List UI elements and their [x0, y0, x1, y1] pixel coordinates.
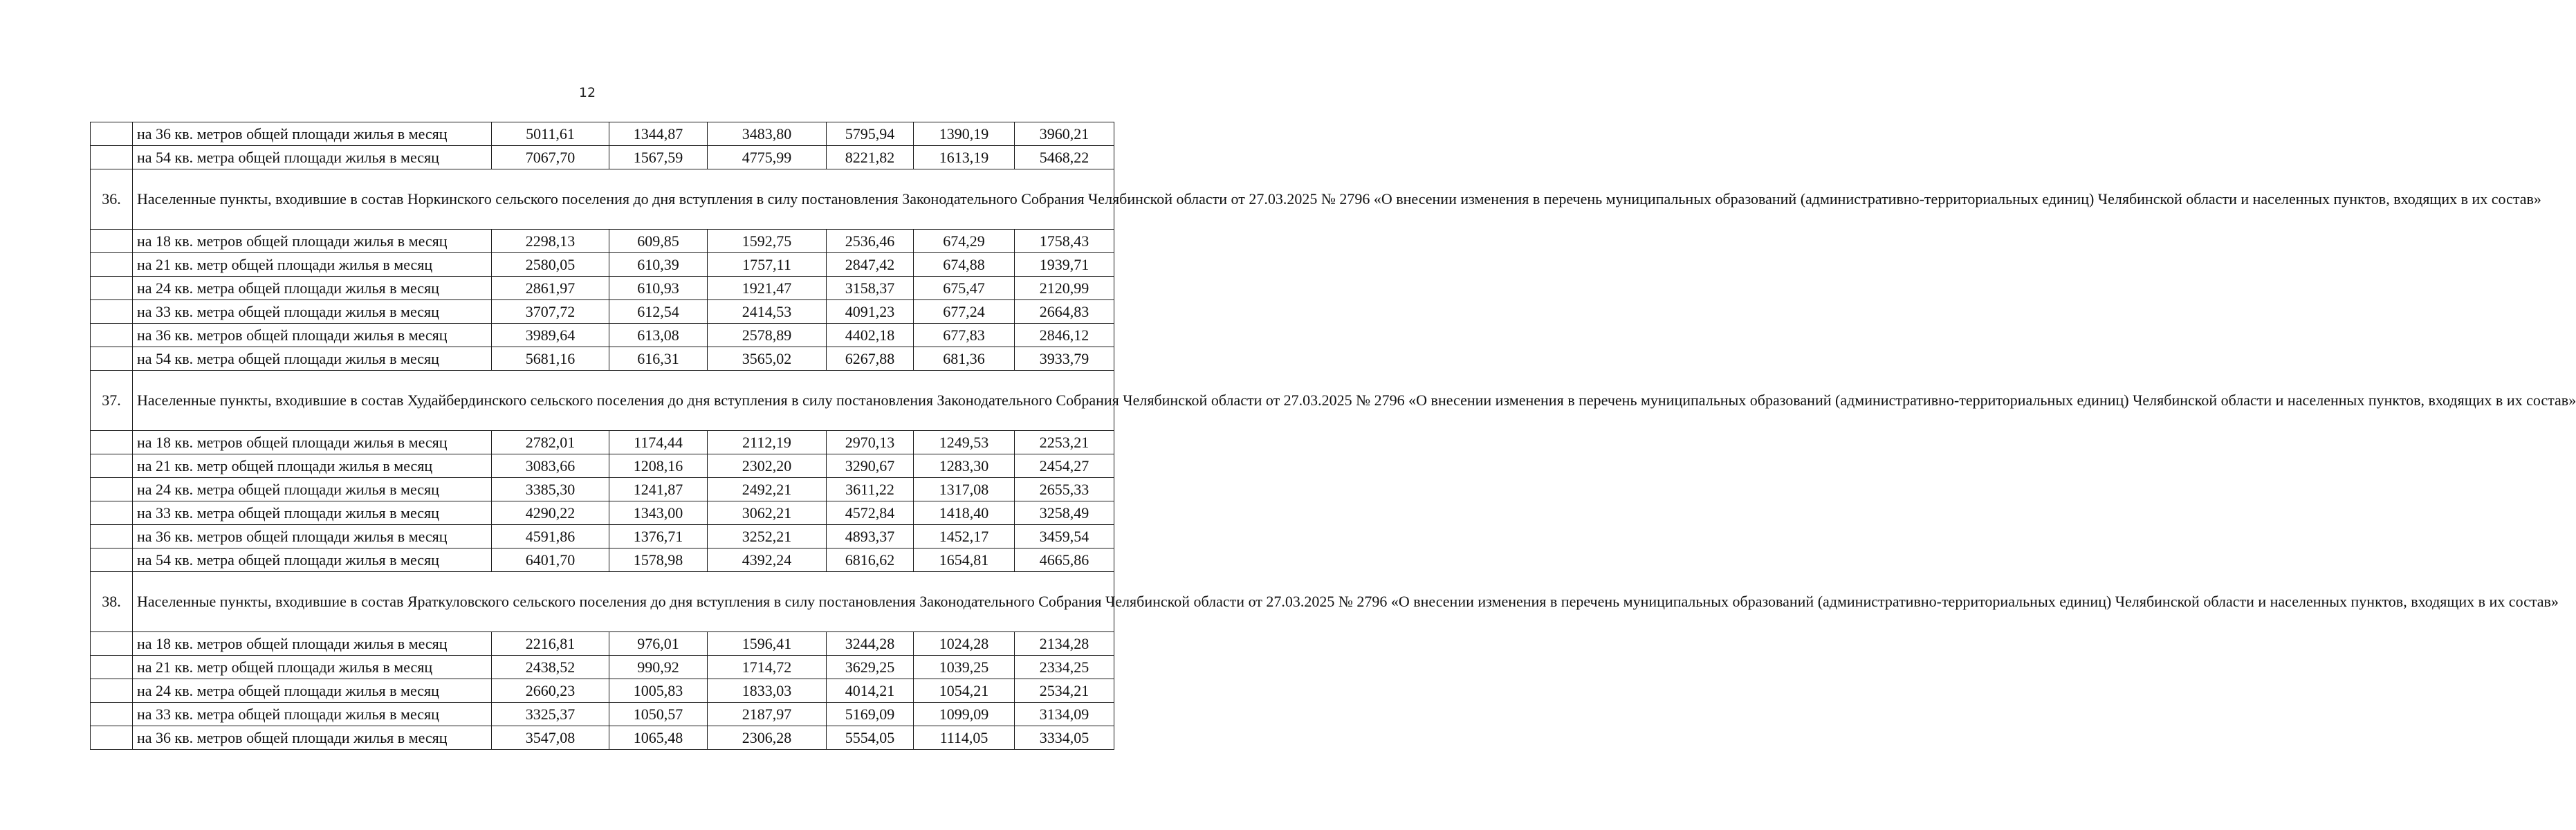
table-row — [91, 679, 1114, 703]
value-cell: 1758,43 — [1015, 230, 1114, 253]
value-cell: 1249,53 — [914, 431, 1015, 454]
row-label: на 33 кв. метра общей площади жилья в месяц — [133, 300, 492, 324]
section-row — [91, 572, 1114, 632]
row-label: на 54 кв. метра общей площади жилья в месяц — [133, 146, 492, 169]
value-cell: 4893,37 — [827, 525, 914, 548]
value-cell: 8221,82 — [827, 146, 914, 169]
empty-index-cell — [91, 679, 133, 703]
value-cell: 1005,83 — [609, 679, 708, 703]
value-cell: 610,39 — [609, 253, 708, 277]
table-row — [91, 454, 1114, 478]
value-cell: 2846,12 — [1015, 324, 1114, 347]
value-cell: 1344,87 — [609, 122, 708, 146]
value-cell: 3134,09 — [1015, 703, 1114, 726]
value-cell: 2302,20 — [708, 454, 827, 478]
value-cell: 3325,37 — [492, 703, 609, 726]
value-cell: 2306,28 — [708, 726, 827, 750]
empty-index-cell — [91, 703, 133, 726]
value-cell: 2970,13 — [827, 431, 914, 454]
row-label: на 21 кв. метр общей площади жилья в месяц — [133, 454, 492, 478]
value-cell: 674,88 — [914, 253, 1015, 277]
value-cell: 4665,86 — [1015, 548, 1114, 572]
row-label: на 24 кв. метра общей площади жилья в месяц — [133, 679, 492, 703]
value-cell: 5468,22 — [1015, 146, 1114, 169]
row-label: на 33 кв. метра общей площади жилья в месяц — [133, 501, 492, 525]
value-cell: 612,54 — [609, 300, 708, 324]
value-cell: 3385,30 — [492, 478, 609, 501]
value-cell: 3629,25 — [827, 656, 914, 679]
empty-index-cell — [91, 431, 133, 454]
table-row — [91, 253, 1114, 277]
value-cell: 3933,79 — [1015, 347, 1114, 371]
value-cell: 4402,18 — [827, 324, 914, 347]
value-cell: 2454,27 — [1015, 454, 1114, 478]
value-cell: 2298,13 — [492, 230, 609, 253]
value-cell: 2414,53 — [708, 300, 827, 324]
value-cell: 1343,00 — [609, 501, 708, 525]
value-cell: 1174,44 — [609, 431, 708, 454]
value-cell: 3707,72 — [492, 300, 609, 324]
row-label: на 18 кв. метров общей площади жилья в месяц — [133, 632, 492, 656]
table-row — [91, 431, 1114, 454]
empty-index-cell — [91, 478, 133, 501]
value-cell: 2664,83 — [1015, 300, 1114, 324]
value-cell: 2861,97 — [492, 277, 609, 300]
row-label: на 36 кв. метров общей площади жилья в месяц — [133, 525, 492, 548]
value-cell: 1714,72 — [708, 656, 827, 679]
value-cell: 2216,81 — [492, 632, 609, 656]
value-cell: 5554,05 — [827, 726, 914, 750]
value-cell: 1654,81 — [914, 548, 1015, 572]
value-cell: 1054,21 — [914, 679, 1015, 703]
value-cell: 2580,05 — [492, 253, 609, 277]
empty-index-cell — [91, 230, 133, 253]
empty-index-cell — [91, 347, 133, 371]
row-label: на 18 кв. метров общей площади жилья в месяц — [133, 431, 492, 454]
value-cell: 3244,28 — [827, 632, 914, 656]
row-label: на 36 кв. метров общей площади жилья в месяц — [133, 726, 492, 750]
row-label: на 21 кв. метр общей площади жилья в месяц — [133, 656, 492, 679]
value-cell: 1317,08 — [914, 478, 1015, 501]
table-row — [91, 726, 1114, 750]
value-cell: 4392,24 — [708, 548, 827, 572]
value-cell: 1592,75 — [708, 230, 827, 253]
table-row — [91, 656, 1114, 679]
section-index: 38. — [91, 572, 133, 632]
value-cell: 1939,71 — [1015, 253, 1114, 277]
row-label: на 36 кв. метров общей площади жилья в месяц — [133, 324, 492, 347]
value-cell: 1241,87 — [609, 478, 708, 501]
empty-index-cell — [91, 277, 133, 300]
value-cell: 1418,40 — [914, 501, 1015, 525]
value-cell: 2782,01 — [492, 431, 609, 454]
value-cell: 6816,62 — [827, 548, 914, 572]
value-cell: 1376,71 — [609, 525, 708, 548]
value-cell: 4775,99 — [708, 146, 827, 169]
row-label: на 33 кв. метра общей площади жилья в месяц — [133, 703, 492, 726]
value-cell: 2847,42 — [827, 253, 914, 277]
value-cell: 3290,67 — [827, 454, 914, 478]
value-cell: 2187,97 — [708, 703, 827, 726]
value-cell: 3459,54 — [1015, 525, 1114, 548]
row-label: на 54 кв. метра общей площади жилья в месяц — [133, 548, 492, 572]
value-cell: 3158,37 — [827, 277, 914, 300]
value-cell: 1099,09 — [914, 703, 1015, 726]
value-cell: 1452,17 — [914, 525, 1015, 548]
value-cell: 616,31 — [609, 347, 708, 371]
value-cell: 6267,88 — [827, 347, 914, 371]
value-cell: 1567,59 — [609, 146, 708, 169]
value-cell: 2134,28 — [1015, 632, 1114, 656]
value-cell: 1283,30 — [914, 454, 1015, 478]
value-cell: 2578,89 — [708, 324, 827, 347]
value-cell: 1065,48 — [609, 726, 708, 750]
section-row — [91, 169, 1114, 230]
row-label: на 21 кв. метр общей площади жилья в месяц — [133, 253, 492, 277]
empty-index-cell — [91, 501, 133, 525]
value-cell: 3083,66 — [492, 454, 609, 478]
row-label: на 24 кв. метра общей площади жилья в месяц — [133, 478, 492, 501]
section-title: Населенные пункты, входившие в состав Яраткуловского сельского поселения до дня вступления в силу постановления Законодательного Собрания Челябинской области от 27.03.2025 № 2796 «О внесении изменения в перечень муниципальных образований (административно-территориальных единиц) Челябинской области и населенных пунктов, входящих в их состав» — [133, 572, 1114, 632]
empty-index-cell — [91, 656, 133, 679]
section-index: 37. — [91, 371, 133, 431]
value-cell: 5795,94 — [827, 122, 914, 146]
value-cell: 675,47 — [914, 277, 1015, 300]
value-cell: 4091,23 — [827, 300, 914, 324]
value-cell: 610,93 — [609, 277, 708, 300]
empty-index-cell — [91, 324, 133, 347]
value-cell: 1757,11 — [708, 253, 827, 277]
value-cell: 2253,21 — [1015, 431, 1114, 454]
value-cell: 1208,16 — [609, 454, 708, 478]
table-row — [91, 548, 1114, 572]
empty-index-cell — [91, 454, 133, 478]
table-row — [91, 122, 1114, 146]
value-cell: 3960,21 — [1015, 122, 1114, 146]
page-number: 12 — [578, 85, 596, 100]
value-cell: 613,08 — [609, 324, 708, 347]
value-cell: 609,85 — [609, 230, 708, 253]
empty-index-cell — [91, 253, 133, 277]
value-cell: 4572,84 — [827, 501, 914, 525]
empty-index-cell — [91, 632, 133, 656]
value-cell: 976,01 — [609, 632, 708, 656]
empty-index-cell — [91, 146, 133, 169]
value-cell: 1039,25 — [914, 656, 1015, 679]
value-cell: 4591,86 — [492, 525, 609, 548]
value-cell: 2112,19 — [708, 431, 827, 454]
value-cell: 6401,70 — [492, 548, 609, 572]
value-cell: 674,29 — [914, 230, 1015, 253]
section-title: Населенные пункты, входившие в состав Норкинского сельского поселения до дня вступления в силу постановления Законодательного Собрания Челябинской области от 27.03.2025 № 2796 «О внесении изменения в перечень муниципальных образований (административно-территориальных единиц) Челябинской области и населенных пунктов, входящих в их состав» — [133, 169, 1114, 230]
section-title: Населенные пункты, входившие в состав Худайбердинского сельского поселения до дня вступления в силу постановления Законодательного Собрания Челябинской области от 27.03.2025 № 2796 «О внесении изменения в перечень муниципальных образований (административно-территориальных единиц) Челябинской области и населенных пунктов, входящих в их состав» — [133, 371, 1114, 431]
table-row — [91, 146, 1114, 169]
table-row — [91, 300, 1114, 324]
value-cell: 2492,21 — [708, 478, 827, 501]
value-cell: 3258,49 — [1015, 501, 1114, 525]
value-cell: 5681,16 — [492, 347, 609, 371]
value-cell: 2120,99 — [1015, 277, 1114, 300]
table-row — [91, 347, 1114, 371]
value-cell: 2655,33 — [1015, 478, 1114, 501]
section-row — [91, 371, 1114, 431]
value-cell: 1390,19 — [914, 122, 1015, 146]
value-cell: 3611,22 — [827, 478, 914, 501]
table-row — [91, 478, 1114, 501]
value-cell: 1578,98 — [609, 548, 708, 572]
value-cell: 3565,02 — [708, 347, 827, 371]
table-row — [91, 525, 1114, 548]
value-cell: 3062,21 — [708, 501, 827, 525]
value-cell: 677,83 — [914, 324, 1015, 347]
empty-index-cell — [91, 122, 133, 146]
row-label: на 36 кв. метров общей площади жилья в месяц — [133, 122, 492, 146]
value-cell: 1833,03 — [708, 679, 827, 703]
table-row — [91, 277, 1114, 300]
value-cell: 681,36 — [914, 347, 1015, 371]
table-row — [91, 324, 1114, 347]
value-cell: 5011,61 — [492, 122, 609, 146]
row-label: на 18 кв. метров общей площади жилья в месяц — [133, 230, 492, 253]
value-cell: 2660,23 — [492, 679, 609, 703]
value-cell: 5169,09 — [827, 703, 914, 726]
value-cell: 1050,57 — [609, 703, 708, 726]
value-cell: 2438,52 — [492, 656, 609, 679]
value-cell: 1921,47 — [708, 277, 827, 300]
value-cell: 3547,08 — [492, 726, 609, 750]
value-cell: 3334,05 — [1015, 726, 1114, 750]
value-cell: 1613,19 — [914, 146, 1015, 169]
value-cell: 7067,70 — [492, 146, 609, 169]
table-row — [91, 230, 1114, 253]
row-label: на 24 кв. метра общей площади жилья в месяц — [133, 277, 492, 300]
table-row — [91, 703, 1114, 726]
table-row — [91, 632, 1114, 656]
value-cell: 3252,21 — [708, 525, 827, 548]
value-cell: 990,92 — [609, 656, 708, 679]
empty-index-cell — [91, 525, 133, 548]
value-cell: 677,24 — [914, 300, 1015, 324]
tariff-table — [90, 122, 2576, 750]
value-cell: 3483,80 — [708, 122, 827, 146]
row-label: на 54 кв. метра общей площади жилья в месяц — [133, 347, 492, 371]
empty-index-cell — [91, 548, 133, 572]
table-row — [91, 501, 1114, 525]
value-cell: 1024,28 — [914, 632, 1015, 656]
section-index: 36. — [91, 169, 133, 230]
value-cell: 2534,21 — [1015, 679, 1114, 703]
value-cell: 4290,22 — [492, 501, 609, 525]
value-cell: 2334,25 — [1015, 656, 1114, 679]
empty-index-cell — [91, 300, 133, 324]
value-cell: 3989,64 — [492, 324, 609, 347]
table-body — [91, 122, 2576, 750]
value-cell: 1114,05 — [914, 726, 1015, 750]
value-cell: 4014,21 — [827, 679, 914, 703]
empty-index-cell — [91, 726, 133, 750]
value-cell: 2536,46 — [827, 230, 914, 253]
value-cell: 1596,41 — [708, 632, 827, 656]
